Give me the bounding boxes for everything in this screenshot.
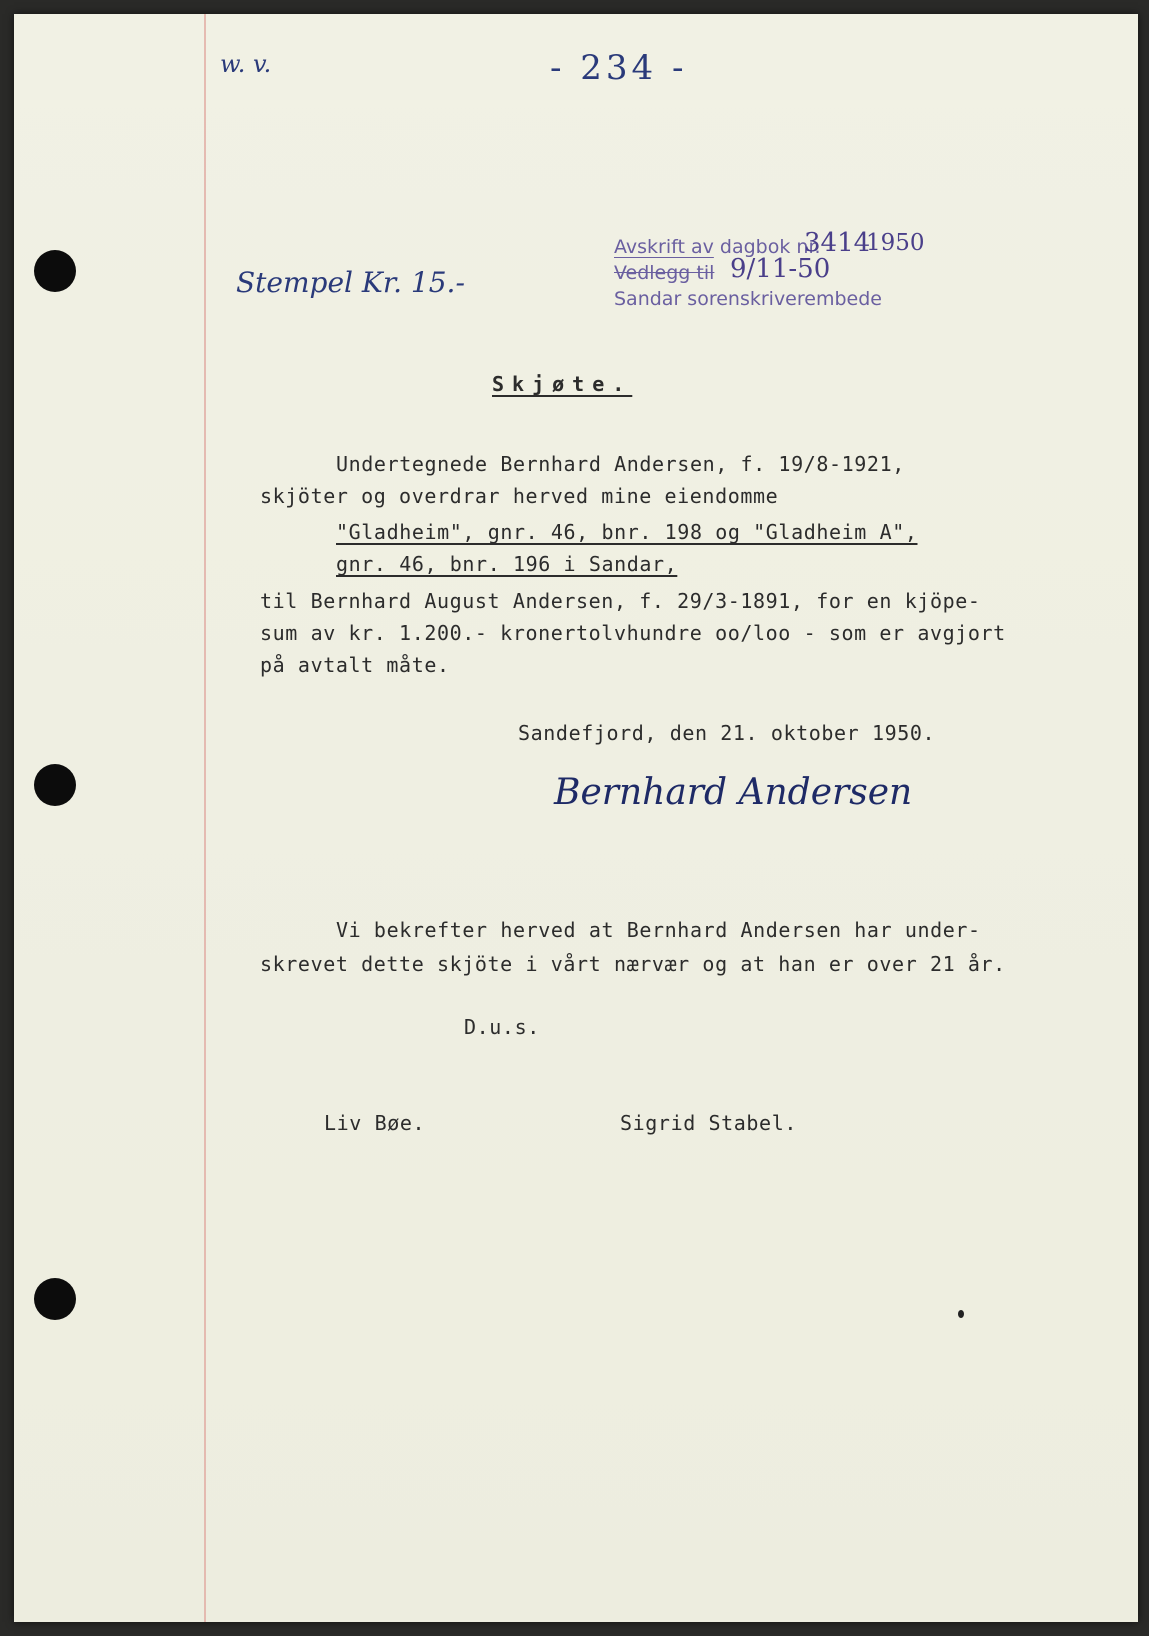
- witness-name-2: Sigrid Stabel.: [620, 1111, 797, 1135]
- witness-line-2: skrevet dette skjöte i vårt nærvær og at han er over 21 år.: [260, 952, 1006, 976]
- stamp-struck-vedlegg: Vedlegg til: [614, 262, 715, 284]
- witness-line-1: Vi bekrefter herved at Bernhard Andersen har under-: [336, 918, 981, 942]
- body-line-6: sum av kr. 1.200.- kronertolvhundre oo/loo - som er avgjort: [260, 621, 1006, 645]
- body-line-3-property: "Gladheim", gnr. 46, bnr. 198 og "Gladheim A",: [336, 520, 918, 544]
- stamp-office: Sandar sorenskriverembede: [614, 288, 882, 310]
- stamp-dagbok-number: 3414: [804, 228, 871, 258]
- corner-mark: w. v.: [220, 50, 272, 78]
- page-number: - 234 -: [550, 48, 688, 88]
- punch-hole-middle: [34, 764, 76, 806]
- stamp-fee-note: Stempel Kr. 15.-: [236, 266, 465, 299]
- body-line-7: på avtalt måte.: [260, 653, 450, 677]
- stamp-dagbok-year: 1950: [866, 230, 925, 256]
- place-date: Sandefjord, den 21. oktober 1950.: [518, 721, 936, 745]
- signature: Bernhard Andersen: [554, 772, 913, 813]
- body-line-4-property: gnr. 46, bnr. 196 i Sandar,: [336, 552, 678, 576]
- punch-hole-top: [34, 250, 76, 292]
- punch-hole-bottom: [34, 1278, 76, 1320]
- document-title: Skjøte.: [492, 372, 633, 396]
- ink-speck: [958, 1310, 964, 1318]
- stamp-dagbok-label: dagbok nr.: [719, 236, 821, 258]
- body-line-2: skjöter og overdrar herved mine eiendomme: [260, 484, 779, 508]
- document-page: [14, 14, 1138, 1622]
- stamp-prefix: Avskrift av: [614, 236, 714, 258]
- body-line-5: til Bernhard August Andersen, f. 29/3-1891, for en kjöpe-: [260, 589, 981, 613]
- witness-name-1: Liv Bøe.: [324, 1111, 426, 1135]
- closing-dus: D.u.s.: [464, 1015, 540, 1039]
- margin-line: [204, 14, 206, 1622]
- body-line-1: Undertegnede Bernhard Andersen, f. 19/8-1921,: [336, 452, 905, 476]
- stamp-date: 9/11-50: [730, 254, 831, 284]
